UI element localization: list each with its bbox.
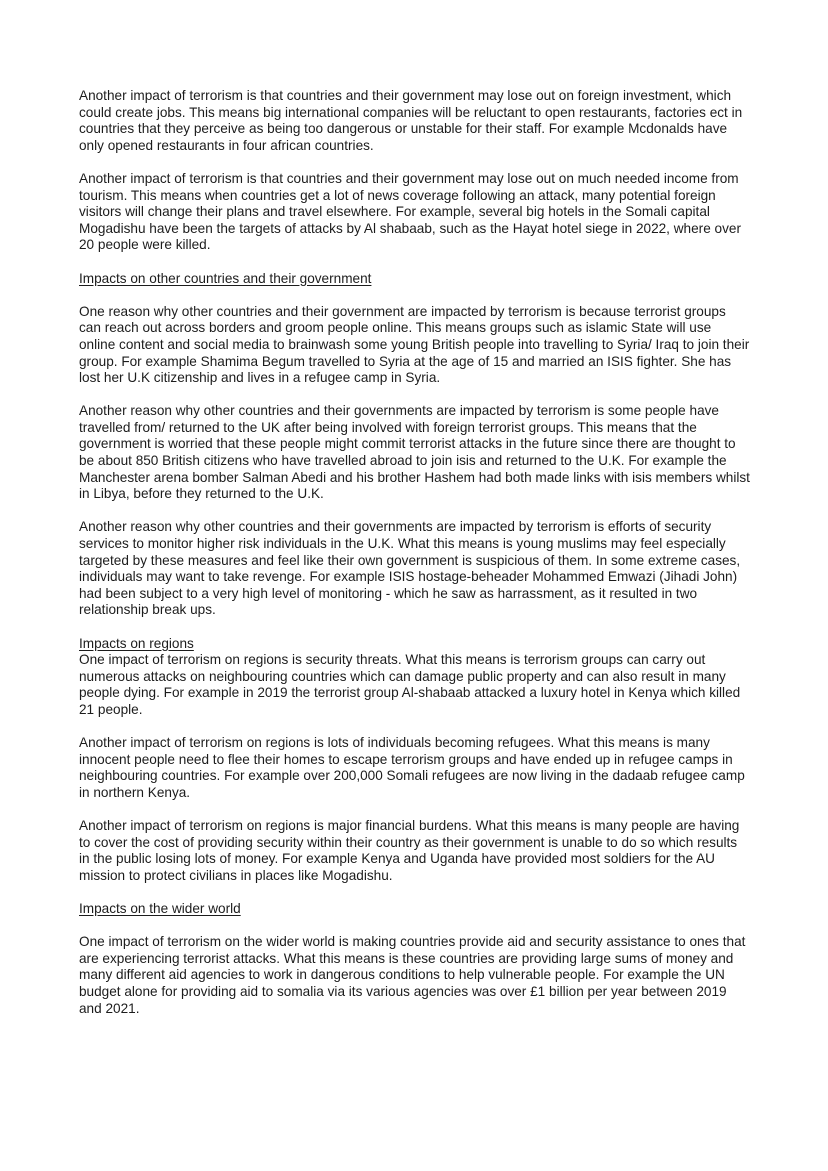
paragraph-tourism-income: Another impact of terrorism is that countries and their government may lose out on much needed income from tourism. This means when countries get a lot of news coverage following an attack, many potential foreign visitors will change their plans and travel elsewhere. For example, several big hotels in the Somali capital Mogadishu have been the targets of attacks by Al shabaab, such as the Hayat hotel siege in 2022, where over 20 people were killed. xyxy=(79,170,741,253)
paragraph-online-grooming: One reason why other countries and their government are impacted by terrorism is because terrorist groups can reach out across borders and groom people online. This means groups such as islamic State will use online content and social media to brainwash some young British people into travelling to Syria/ Iraq to join their group. For example Shamima Begum travelled to Syria at the age of 15 and married an ISIS fighter. She has lost her U.K citizenship and lives in a refugee camp in Syria. xyxy=(79,303,750,386)
paragraph-foreign-investment: Another impact of terrorism is that countries and their government may lose out on foreign investment, which could create jobs. This means big international companies will be reluctant to open restaurants, factories ect in countries that they perceive as being too dangerous or unstable for their staff. For example Mcdonalds have only opened restaurants in four african countries. xyxy=(79,88,743,153)
paragraph-security-threats: One impact of terrorism on regions is security threats. What this means is terrorism groups can carry out numerous attacks on neighbouring countries which can damage public property and can also result in many people dying. For example in 2019 the terrorist group Al-shabaab attacked a luxury hotel in Kenya which killed 21 people. xyxy=(79,652,741,717)
paragraph-aid-security-assistance: One impact of terrorism on the wider world is making countries provide aid and security assistance to ones that are experiencing terrorist attacks. What this means is these countries are providing large sums of money and many different aid agencies to work in dangerous conditions to help vulnerable people. For example the UN budget alone for providing aid to somalia via its various agencies was over £1 billion per year between 2019 and 2021. xyxy=(79,934,746,1016)
paragraph-financial-burdens: Another impact of terrorism on regions is major financial burdens. What this means is many people are having to cover the cost of providing security within their country as their government is unable to do so which results in the public losing lots of money. For example Kenya and Uganda have provided most soldiers for the AU mission to protect civilians in places like Mogadishu. xyxy=(79,818,740,883)
section-heading-wider-world: Impacts on the wider world xyxy=(79,901,241,917)
section-heading-regions: Impacts on regions xyxy=(79,635,194,651)
paragraph-security-monitoring: Another reason why other countries and their governments are impacted by terrorism is efforts of security services to monitor higher risk individuals in the U.K. What this means is young muslims may feel especially targeted by these measures and feel like their own government is suspicious of them. In some extreme cases, individuals may want to take revenge. For example ISIS hostage-beheader Mohammed Emwazi (Jihadi John) had been subject to a very high level of monitoring - which he saw as harrassment, as it resulted in two relationship break ups. xyxy=(79,519,741,618)
paragraph-refugees: Another impact of terrorism on regions is lots of individuals becoming refugees. What this means is many innocent people need to flee their homes to escape terrorism groups and have ended up in refugee camps in neighbouring countries. For example over 200,000 Somali refugees are now living in the dadaab refugee camp in northern Kenya. xyxy=(79,735,745,800)
paragraph-returned-fighters: Another reason why other countries and their governments are impacted by terrorism is some people have travelled from/ returned to the UK after being involved with foreign terrorist groups. This means that the government is worried that these people might commit terrorist attacks in the future since there are thought to be about 850 British citizens who have travelled abroad to join isis and returned to the U.K. For example the Manchester arena bomber Salman Abedi and his brother Hashem had both made links with isis members whilst in Libya, before they returned to the U.K. xyxy=(79,403,750,502)
section-heading-other-countries: Impacts on other countries and their government xyxy=(79,270,372,286)
